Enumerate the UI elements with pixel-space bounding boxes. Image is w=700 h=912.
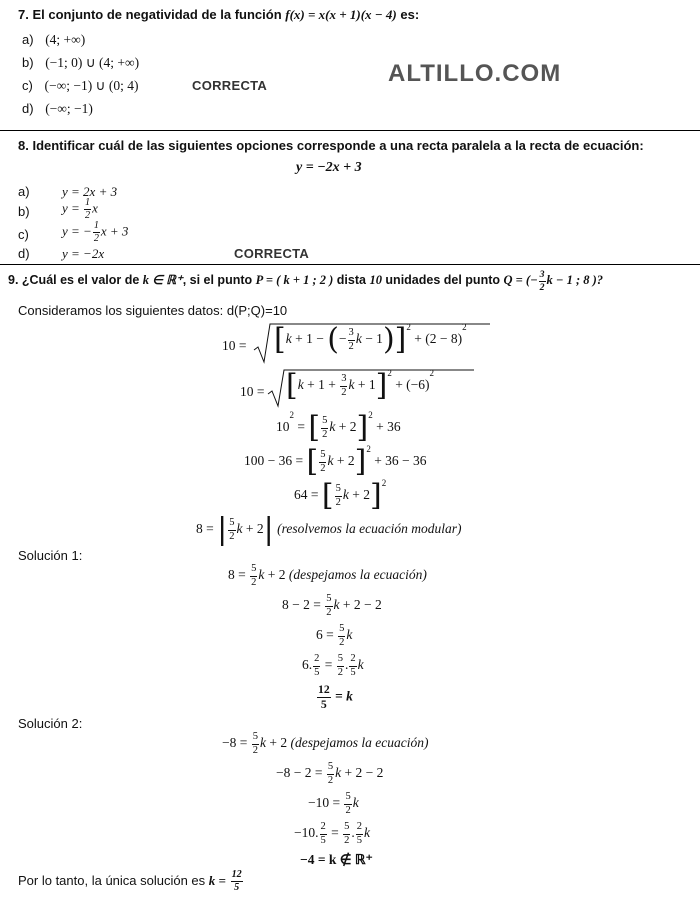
fraction xyxy=(84,198,91,221)
q8-option-a xyxy=(18,184,30,199)
solution-1-label: Solución 1: xyxy=(18,548,83,563)
equation-5: 64 = [ $\frac{5}{2}$ k + 2]$^2$ xyxy=(294,478,387,514)
option-label: c) xyxy=(18,227,29,242)
numerator: 1 xyxy=(84,198,91,210)
q7-option-d xyxy=(22,101,93,117)
denominator: 2 xyxy=(85,210,91,222)
text: unidades del punto xyxy=(385,273,501,288)
numerator: 3 xyxy=(539,269,545,280)
q7-option-b xyxy=(22,55,139,71)
q9-intro: Consideramos los siguientes datos: d(P;Q)=10 xyxy=(18,303,288,318)
sol2-step-3: −10 = $\frac{5}{2}$ k xyxy=(308,791,359,816)
answer-fraction xyxy=(231,870,243,893)
equation-3: $10^2$ = [ $\frac{5}{2}$ k + 2]$^2$ + 36 xyxy=(276,410,401,446)
rhs: [k + 1 + $\frac{3}{2}$ $k + 1]^2 + (-6)^2$ xyxy=(286,368,435,404)
note: (despejamos la ecuación) xyxy=(290,735,429,751)
sol1-step-4: 6. $\frac{2}{5}$ = $\frac{5}{2}$ . $\frac{2}{5}$ k xyxy=(302,653,364,678)
q8-option-a-text: y = 2x + 3 xyxy=(62,184,118,199)
question-7-title xyxy=(18,7,419,23)
conclusion-text: Por lo tanto, la única solución es xyxy=(18,873,206,889)
text: 9. ¿Cuál es el valor de xyxy=(8,273,140,288)
rhs: [k + 1 − (− $\frac{3}{2}$ $k - 1)]^2 + (2 - 8)^2$ xyxy=(274,322,467,358)
math: Q = (− xyxy=(503,273,538,288)
option-label: a) xyxy=(18,184,30,199)
q7-option-c xyxy=(22,78,138,94)
q8-option-c xyxy=(18,227,29,242)
sol1-step-3: 6 = $\frac{5}{2}$ k xyxy=(316,623,353,648)
option-text: (−∞; −1) ∪ (0; 4) xyxy=(44,78,139,93)
sol2-step-4: −10. $\frac{2}{5}$ = $\frac{5}{2}$ . $\frac{2}{5}$ k xyxy=(294,821,371,846)
option-label: b) xyxy=(22,55,34,70)
option-label: a) xyxy=(22,32,34,47)
math: k − 1 ; 8 )? xyxy=(546,273,604,288)
q8-correct-tag: CORRECTA xyxy=(234,246,310,261)
denominator: 2 xyxy=(93,233,99,245)
equation-4: 100 − 36 = [ $\frac{5}{2}$ k + 2]$^2$ + 36 − 36 xyxy=(244,444,427,480)
solution-2-label: Solución 2: xyxy=(18,716,83,731)
lhs: 10 = xyxy=(240,384,265,399)
option-label: c) xyxy=(22,78,33,93)
q8-option-d xyxy=(18,246,30,261)
conclusion: Por lo tanto, la única solución es k = $\frac{12}{5}$ xyxy=(18,869,242,894)
q8-option-c-text xyxy=(62,221,128,244)
option-text: (−∞; −1) xyxy=(45,101,93,116)
q7-correct-tag: CORRECTA xyxy=(192,78,268,93)
q7-option-a xyxy=(22,32,85,48)
math: P = ( k + 1 ; 2 ) xyxy=(255,273,334,288)
question-8-equation: y = −2x + 3 xyxy=(296,160,362,175)
modular-note: (resolvemos la ecuación modular) xyxy=(277,521,462,537)
option-text: (−1; 0) ∪ (4; +∞) xyxy=(45,55,140,70)
divider xyxy=(0,130,700,131)
q8-option-b xyxy=(18,204,30,219)
question-8-title: 8. Identificar cuál de las siguientes opciones corresponde a una recta paralela a la recta de ecuación: xyxy=(18,138,644,153)
sol1-step-1: 8 = $\frac{5}{2}$ k + 2 (despejamos la ecuación) xyxy=(228,563,427,588)
math: 10 xyxy=(369,273,382,288)
lhs: y = − xyxy=(62,223,92,239)
option-label: d) xyxy=(22,101,34,116)
lhs: y = xyxy=(62,200,84,216)
denominator: 2 xyxy=(539,281,545,293)
numerator: 12 xyxy=(231,870,243,882)
lhs: 10 = xyxy=(222,338,247,353)
sol1-result: $\frac{12}{5}$ = k xyxy=(318,683,353,711)
question-7-suffix: es: xyxy=(400,7,420,22)
divider xyxy=(0,264,700,265)
question-7-text: 7. El conjunto de negatividad de la función xyxy=(18,7,282,22)
math xyxy=(503,269,604,293)
sol2-result: −4 = k ∉ ℝ⁺ xyxy=(300,852,373,867)
q8-option-d-text: y = −2x xyxy=(62,246,105,261)
sol2-step-2: −8 − 2 = $\frac{5}{2}$ k + 2 − 2 xyxy=(276,761,384,786)
numerator: 12 xyxy=(318,683,330,696)
math: k ∈ ℝ⁺ xyxy=(142,273,183,288)
text: dista xyxy=(336,273,366,288)
question-7-function: f(x) = x(x + 1)(x − 4) xyxy=(285,7,397,22)
note: (despejamos la ecuación) xyxy=(288,567,427,583)
text: , si el punto xyxy=(182,273,253,288)
numerator: 1 xyxy=(93,221,100,233)
equation-modular: 8 = | $\frac{5}{2}$ k + 2| (resolvemos la ecuación modular) xyxy=(196,512,462,548)
question-9-title xyxy=(8,270,603,293)
watermark: ALTILLO.COM xyxy=(388,60,562,87)
rhs: x + 3 xyxy=(100,223,129,239)
q8-option-b-text xyxy=(62,198,98,221)
denominator: 5 xyxy=(320,697,327,711)
option-label: d) xyxy=(18,246,30,261)
option-label: b) xyxy=(18,204,30,219)
denominator: 5 xyxy=(234,882,240,894)
option-text: (4; +∞) xyxy=(45,32,86,47)
fraction xyxy=(93,221,100,244)
rhs: x xyxy=(92,200,98,216)
sol2-step-1: −8 = $\frac{5}{2}$ k + 2 (despejamos la ecuación) xyxy=(222,731,429,756)
sol1-step-2: 8 − 2 = $\frac{5}{2}$ k + 2 − 2 xyxy=(282,593,382,618)
